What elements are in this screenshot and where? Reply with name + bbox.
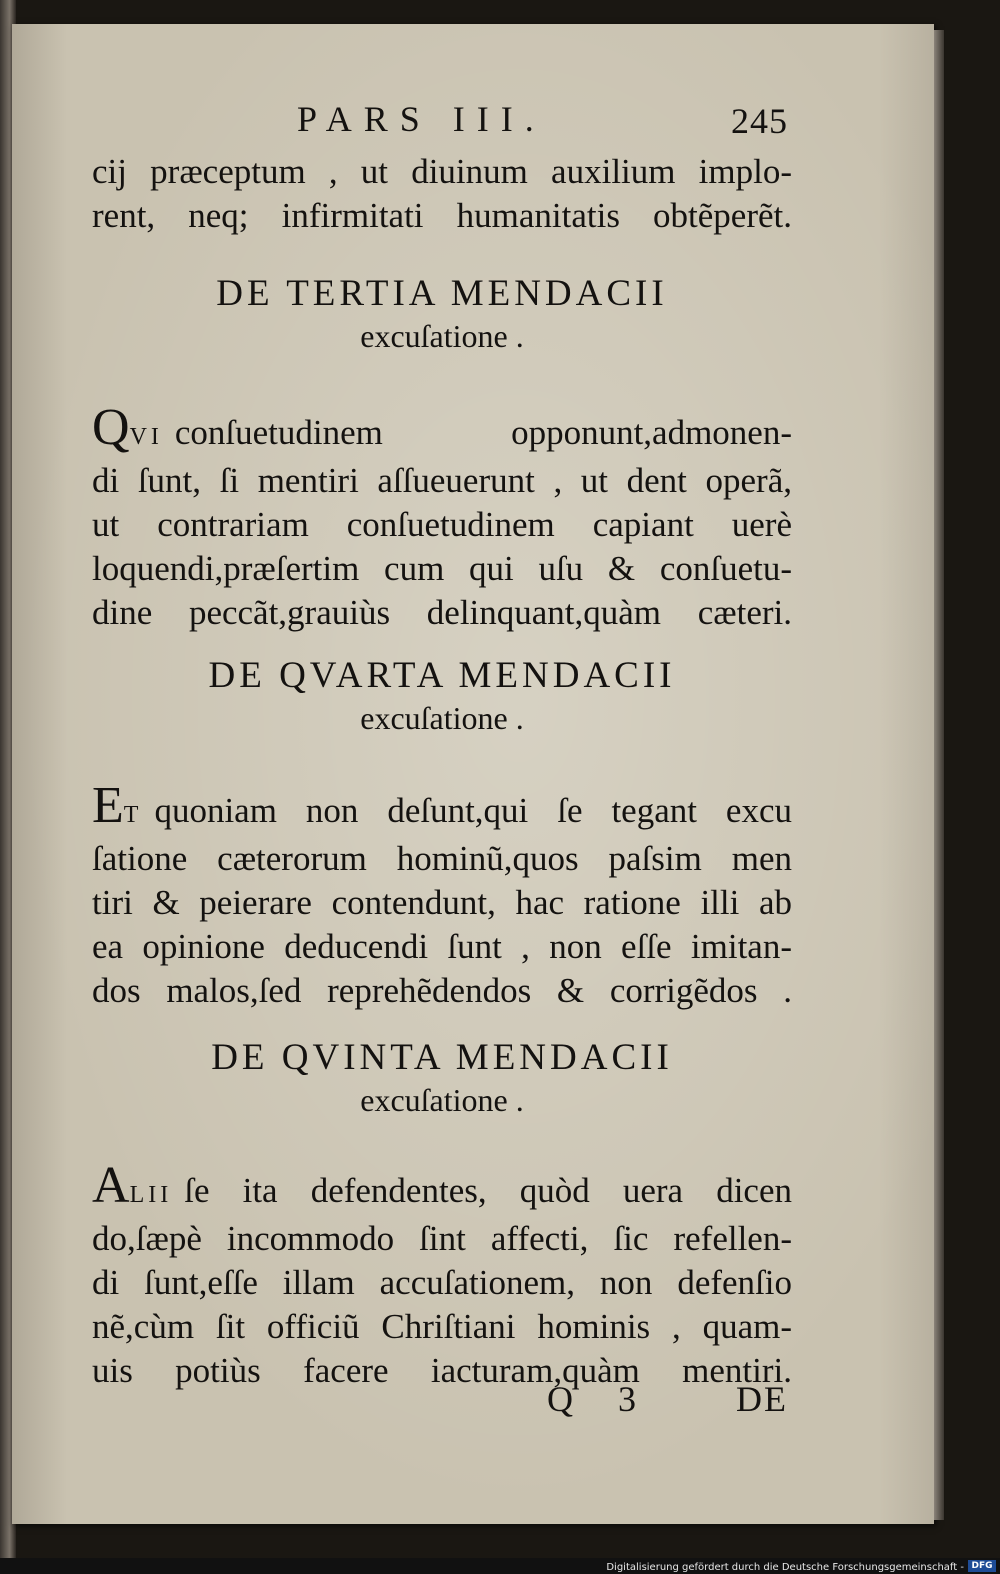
text-line — [92, 1157, 792, 1217]
section-heading: DE QVARTA MENDACII — [208, 655, 676, 696]
continuation-paragraph — [92, 150, 792, 238]
smallcaps-word: LII — [129, 1182, 173, 1208]
signature-mark: Q 3 — [547, 1379, 654, 1419]
catchword: DE — [736, 1379, 788, 1419]
page-number: 245 — [731, 101, 788, 141]
text-line: nẽ,cùm ſit officiũ Chriſtiani hominis , quam- — [92, 1307, 792, 1346]
drop-initial: Q — [92, 399, 130, 456]
running-title: PARS III. — [297, 99, 546, 139]
text-line — [92, 399, 792, 459]
text-line: tiri & peierare contendunt, hac ratione illi ab — [92, 883, 792, 922]
text-line-rest: conſuetudinem opponunt,admonen- — [174, 413, 792, 452]
text-line-rest: quoniam non deſunt,qui ſe tegant excu — [154, 791, 792, 830]
credit-text: Digitalisierung gefördert durch die Deutsche Forschungsgemeinschaft - — [606, 1562, 964, 1573]
paragraph-tertia — [92, 399, 792, 635]
text-line: rent, neq; infirmitati humanitatis obtẽperẽt. — [92, 196, 792, 235]
text-line: di ſunt,eſſe illam accuſationem, non defenſio — [92, 1263, 792, 1302]
smallcaps-word: T — [123, 802, 143, 828]
section-heading: DE QVINTA MENDACII — [211, 1037, 673, 1078]
paragraph-quarta — [92, 777, 792, 1013]
section-quinta — [92, 1036, 792, 1120]
text-line: ſatione cæterorum hominũ,quos paſsim men — [92, 839, 792, 878]
text-line: uis potiùs facere iacturam,quàm mentiri. — [92, 1351, 792, 1390]
text-line: dine peccãt,grauiùs delinquant,quàm cæteri. — [92, 593, 792, 632]
dfg-logo-icon: DFG — [968, 1560, 996, 1572]
paragraph-quinta — [92, 1157, 792, 1393]
text-line: di ſunt, ſi mentiri aſſueuerunt , ut dent operã, — [92, 461, 792, 500]
drop-initial: E — [92, 777, 124, 834]
section-subheading: excuſatione . — [360, 700, 524, 736]
page-footer — [92, 1372, 792, 1422]
section-tertia — [92, 272, 792, 356]
section-subheading: excuſatione . — [360, 318, 524, 354]
credit-bar — [0, 1558, 1000, 1574]
section-quarta — [92, 654, 792, 738]
smallcaps-word: VI — [129, 424, 163, 450]
drop-initial: A — [92, 1157, 130, 1214]
text-line: ut contrariam conſuetudinem capiant uerè — [92, 505, 792, 544]
text-line: dos malos,ſed reprehẽdendos & corrigẽdos . — [92, 971, 792, 1010]
section-heading: DE TERTIA MENDACII — [216, 273, 668, 314]
text-line-rest: ſe ita defendentes, quòd uera dicen — [184, 1171, 792, 1210]
text-line: do,ſæpè incommodo ſint affecti, ſic refellen- — [92, 1219, 792, 1258]
page-header — [92, 98, 792, 148]
text-line: ea opinione deducendi ſunt , non eſſe imitan- — [92, 927, 792, 966]
page-edge — [934, 30, 944, 1520]
text-line: cij præceptum , ut diuinum auxilium implo- — [92, 152, 792, 191]
text-line: loquendi,præſertim cum qui uſu & conſuetu- — [92, 549, 792, 588]
text-line — [92, 777, 792, 837]
section-subheading: excuſatione . — [360, 1082, 524, 1118]
